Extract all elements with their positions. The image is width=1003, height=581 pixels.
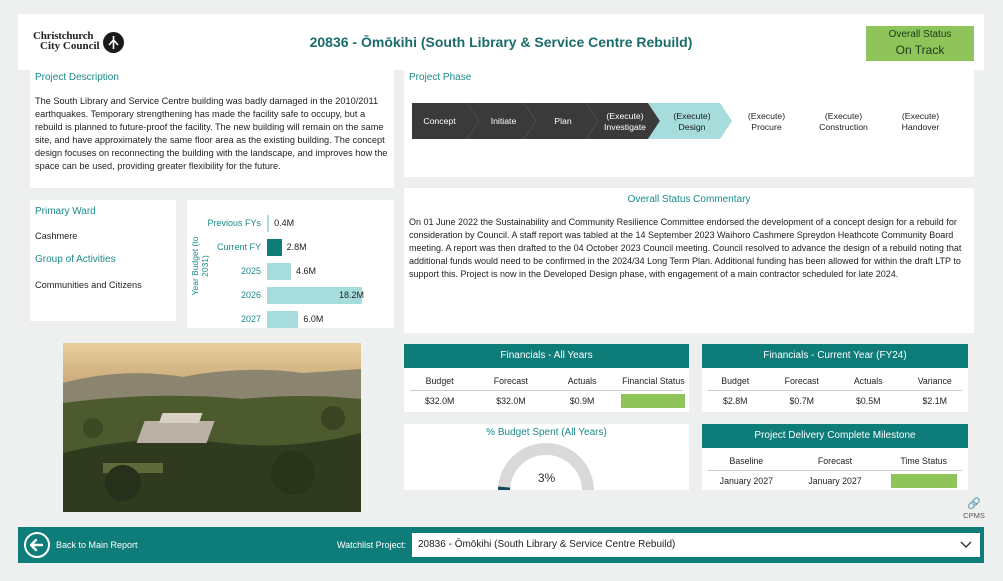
budget-spent-value: 3% — [537, 471, 556, 485]
chevron-down-icon[interactable] — [960, 533, 972, 567]
milestone-col-forecast: Forecast — [817, 456, 853, 466]
phase-step-shape — [648, 103, 732, 139]
fin-all-forecast-value: $32.0M — [496, 396, 526, 406]
fin-all-budget-value: $32.0M — [424, 396, 455, 406]
primary-ward-label: Primary Ward — [35, 206, 96, 217]
fin-cur-col-variance: Variance — [917, 376, 952, 386]
budget-category-label: Previous FYs — [207, 218, 261, 228]
ward-card — [30, 200, 176, 321]
page-title: 20836 - Ōmōkihi (South Library & Service Centre Rebuild) — [309, 34, 693, 50]
budget-category-label: 2027 — [240, 314, 261, 324]
phase-step-label: Plan — [554, 116, 572, 126]
fin-all-col-budget: Budget — [425, 376, 454, 386]
milestone-baseline-value: January 2027 — [719, 476, 773, 486]
fin-cur-divider — [708, 390, 962, 391]
fin-cur-col-actuals: Actuals — [853, 376, 883, 386]
cpms-label: CPMS — [963, 511, 985, 520]
fin-all-divider — [410, 390, 683, 391]
footer-bar — [18, 527, 984, 563]
watchlist-label: Watchlist Project: — [337, 540, 407, 550]
financials-all-years-card — [404, 344, 689, 412]
phase-step-label: Concept — [423, 116, 456, 126]
commentary-card — [404, 188, 974, 333]
logo-line1: Christchurch — [33, 30, 94, 42]
phase-step-label: Design — [678, 122, 706, 132]
budget-bars — [187, 200, 394, 328]
budget-axis-title: Year Budget (to 2031) — [190, 236, 210, 296]
milestone-status-cell — [879, 476, 968, 488]
financials-current-header-row — [702, 376, 968, 386]
fin-all-col-forecast: Forecast — [493, 376, 528, 386]
budget-spent-card — [404, 424, 689, 490]
budget-bar — [267, 263, 291, 280]
phase-step-label: (Execute) — [901, 111, 940, 121]
financial-status-indicator — [621, 394, 685, 408]
fin-all-actuals-value: $0.9M — [569, 396, 595, 406]
time-status-indicator — [891, 474, 957, 488]
phase-step-label: Procure — [751, 122, 782, 132]
financials-all-years-value-row — [404, 396, 689, 408]
fin-cur-variance-value: $2.1M — [922, 396, 947, 406]
phase-step-label: (Execute) — [606, 111, 644, 121]
phase-step-label: Handover — [901, 122, 940, 132]
fin-cur-budget-value: $2.8M — [723, 396, 748, 406]
financials-current-year-card — [702, 344, 968, 412]
fin-cur-forecast-value: $0.7M — [789, 396, 814, 406]
budget-spent-heading: % Budget Spent (All Years) — [486, 427, 607, 438]
budget-bar-value: 4.6M — [296, 266, 317, 276]
milestone-heading: Project Delivery Complete Milestone — [702, 424, 968, 448]
budget-bar — [267, 215, 269, 232]
project-description-card — [30, 66, 394, 188]
primary-ward-value: Cashmere — [35, 231, 78, 241]
cpms-link[interactable] — [962, 497, 986, 520]
budget-bar-value: 6.0M — [303, 314, 324, 324]
project-description-text: The South Library and Service Centre building was badly damaged in the 2010/2011 earthquakes. Temporary strengthening has made the facility safe to occupy, but a rebuild is planned to future-proof the facility. The new building will remain on the same site, and have approximately the same floor area as the existing building. The concept design focuses on reconnecting the building with the landscape, and improves how the space can be used, providing greater flexibility for the future. — [35, 96, 388, 171]
commentary-text: On 01 June 2022 the Sustainability and Community Resilience Committee endorsed the development of a concept design for a rebuild for consideration by Council. A staff report was tabled at the 14 September 2023 Waihoro Cashmere Spreydon Heathcote Community Board meeting. A report was then drafted to the 04 October 2023 Council meeting. Council resolved to advance the design of a rebuild noting that additional funds would need to be confirmed in the 2024/34 Long Term Plan. Additional funding has been allowed for within the draft LTP to support this. Project is now in the Developed Design phase, with engagement of a main contractor scheduled for late 2024. — [409, 217, 962, 279]
group-activities-value: Communities and Citizens — [35, 280, 142, 290]
group-activities-label: Group of Activities — [35, 254, 116, 265]
project-description-heading: Project Description — [35, 72, 119, 83]
status-label: Overall Status — [888, 29, 952, 40]
financials-current-year-heading: Financials - Current Year (FY24) — [702, 344, 968, 368]
overall-status-badge — [866, 26, 974, 61]
logo-line2: City Council — [40, 40, 100, 52]
phase-step-label: Construction — [819, 122, 868, 132]
milestone-divider — [708, 470, 962, 471]
phase-step-label: (Execute) — [824, 111, 863, 121]
header-bar — [18, 14, 984, 70]
fin-cur-col-forecast: Forecast — [784, 376, 819, 386]
financials-all-years-header-row — [404, 376, 689, 386]
project-phase-heading: Project Phase — [409, 72, 472, 83]
commentary-heading: Overall Status Commentary — [627, 194, 751, 205]
fin-all-status-cell — [618, 396, 689, 408]
status-value: On Track — [895, 43, 945, 57]
back-to-main-report-button[interactable]: Back to Main Report — [56, 540, 138, 550]
budget-bar-value: 18.2M — [339, 290, 365, 300]
budget-bar — [267, 311, 298, 328]
budget-category-label: 2025 — [240, 266, 261, 276]
link-icon: 🔗 — [967, 498, 981, 510]
back-arrow-icon[interactable] — [24, 532, 50, 558]
phase-step-label: Initiate — [490, 116, 517, 126]
year-budget-chart — [187, 200, 394, 328]
watchlist-project-value: 20836 - Ōmōkihi (South Library & Service Centre Rebuild) — [418, 539, 676, 550]
budget-bar-value: 0.4M — [274, 218, 295, 228]
milestone-col-baseline: Baseline — [729, 456, 764, 466]
milestone-value-row — [702, 476, 968, 488]
phase-chevron-shapes — [412, 103, 972, 139]
budget-bar-value: 2.8M — [286, 242, 307, 252]
phase-step-label: Investigate — [603, 122, 647, 132]
milestone-header-row — [702, 456, 968, 466]
fin-all-col-actuals: Actuals — [567, 376, 597, 386]
fin-all-col-status: Financial Status — [622, 376, 685, 386]
project-phase-card — [404, 66, 974, 177]
fin-cur-actuals-value: $0.5M — [856, 396, 881, 406]
financials-current-value-row — [702, 396, 968, 406]
financials-all-years-heading: Financials - All Years — [404, 344, 689, 368]
phase-step-label: (Execute) — [673, 111, 711, 121]
milestone-forecast-value: January 2027 — [808, 476, 862, 486]
fin-cur-col-budget: Budget — [721, 376, 750, 386]
budget-category-label: 2026 — [240, 290, 261, 300]
phase-step-label: (Execute) — [747, 111, 786, 121]
milestone-card — [702, 424, 968, 490]
budget-category-label: Current FY — [216, 242, 261, 252]
site-photo — [63, 343, 361, 512]
budget-bar — [267, 239, 282, 256]
watchlist-project-select[interactable] — [412, 533, 980, 557]
milestone-col-status: Time Status — [900, 456, 947, 466]
